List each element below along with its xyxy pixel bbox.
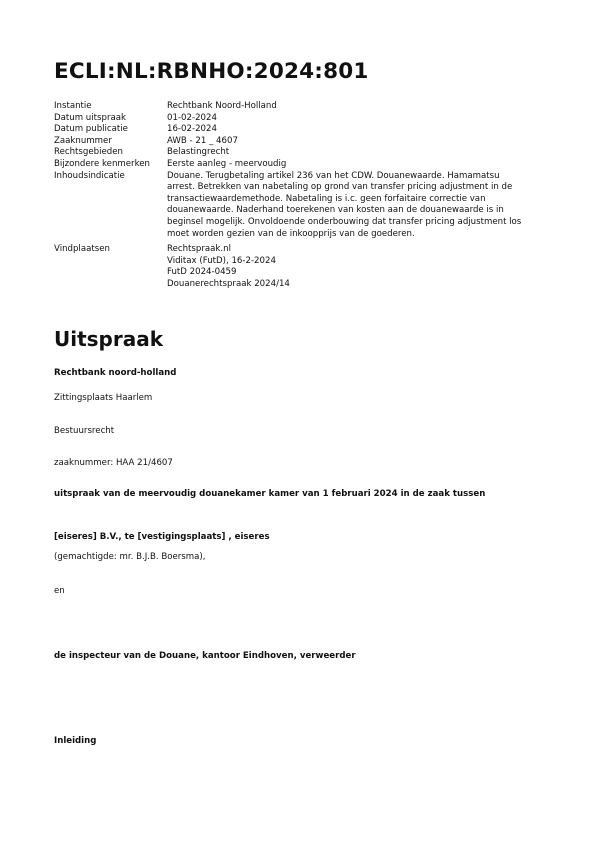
- metadata-row-inhoudsindicatie: [54, 171, 554, 241]
- and-word: en: [54, 586, 65, 596]
- metadata-value-line: Belastingrecht: [167, 147, 230, 158]
- ruling-intro: uitspraak van de meervoudig douanekamer kamer van 1 februari 2024 in de zaak tussen: [54, 489, 486, 499]
- metadata-label: Vindplaatsen: [54, 244, 110, 255]
- metadata-row-instantie: [54, 101, 554, 113]
- metadata-value-line: Eerste aanleg - meervoudig: [167, 158, 287, 169]
- metadata-value-line: 16-02-2024: [167, 124, 217, 135]
- metadata-value-line: beginsel mogelijk. Onvoldoende onderbouwing dat transfer pricing adjustment los: [167, 216, 522, 227]
- metadata-value-line: AWB - 21 _ 4607: [167, 135, 238, 146]
- metadata-row-vindplaatsen: [54, 244, 554, 290]
- metadata-value-line: moet worden gezien van de inkoopprijs van de goederen.: [167, 228, 415, 239]
- metadata-value-line: douanewaarde. Naderhand toerekenen van kosten aan de douanewaarde is in: [167, 205, 504, 216]
- metadata-label: Datum uitspraak: [54, 112, 126, 123]
- metadata-value: [167, 136, 554, 148]
- metadata-label: Rechtsgebieden: [54, 147, 123, 158]
- metadata-value: [167, 244, 554, 290]
- metadata-value: [167, 124, 554, 136]
- metadata-label: Datum publicatie: [54, 124, 128, 135]
- court-name: Rechtbank noord-holland: [54, 368, 177, 378]
- metadata-value: [167, 147, 554, 159]
- metadata-row-zaaknummer: [54, 136, 554, 148]
- metadata-value: [167, 171, 554, 241]
- metadata-value-line: transactiewaardemethode. Nabetaling is i.c. geen forfaitaire correctie van: [167, 193, 486, 204]
- metadata-row-rechtsgebieden: [54, 147, 554, 159]
- metadata-value: [167, 101, 554, 113]
- section-heading-inleiding: Inleiding: [54, 736, 97, 746]
- metadata-value-line: 01-02-2024: [167, 112, 217, 123]
- uitspraak-heading: Uitspraak: [54, 327, 164, 351]
- plaintiff: [eiseres] B.V., te [vestigingsplaats] , eiseres: [54, 532, 270, 542]
- metadata-value-line: Viditax (FutD), 16-2-2024: [167, 255, 276, 266]
- metadata-value: [167, 113, 554, 125]
- metadata-value-line: arrest. Betrekken van nabetaling op grond van transfer pricing adjustment in de: [167, 182, 513, 193]
- metadata-row-datum-publicatie: [54, 124, 554, 136]
- metadata-table: [54, 101, 554, 291]
- document-title: ECLI:NL:RBNHO:2024:801: [54, 59, 369, 84]
- representative: (gemachtigde: mr. B.J.B. Boersma),: [54, 552, 206, 562]
- metadata-label: Bijzondere kenmerken: [54, 158, 150, 169]
- metadata-value-line: Rechtbank Noord-Holland: [167, 101, 277, 111]
- hearing-location: Zittingsplaats Haarlem: [54, 393, 153, 403]
- metadata-value: [167, 159, 554, 171]
- metadata-label: Instantie: [54, 101, 92, 111]
- case-number: zaaknummer: HAA 21/4607: [54, 458, 173, 468]
- metadata-label: Zaaknummer: [54, 135, 112, 146]
- metadata-label: Inhoudsindicatie: [54, 170, 125, 181]
- metadata-value-line: Douanerechtspraak 2024/14: [167, 278, 290, 289]
- law-area: Bestuursrecht: [54, 426, 115, 436]
- metadata-value-line: Douane. Terugbetaling artikel 236 van het CDW. Douanewaarde. Hamamatsu: [167, 170, 500, 181]
- metadata-value-line: Rechtspraak.nl: [167, 244, 231, 255]
- metadata-row-bijzondere-kenmerken: [54, 159, 554, 171]
- metadata-row-datum-uitspraak: [54, 113, 554, 125]
- metadata-value-line: FutD 2024-0459: [167, 267, 237, 278]
- defendant: de inspecteur van de Douane, kantoor Eindhoven, verweerder: [54, 651, 356, 661]
